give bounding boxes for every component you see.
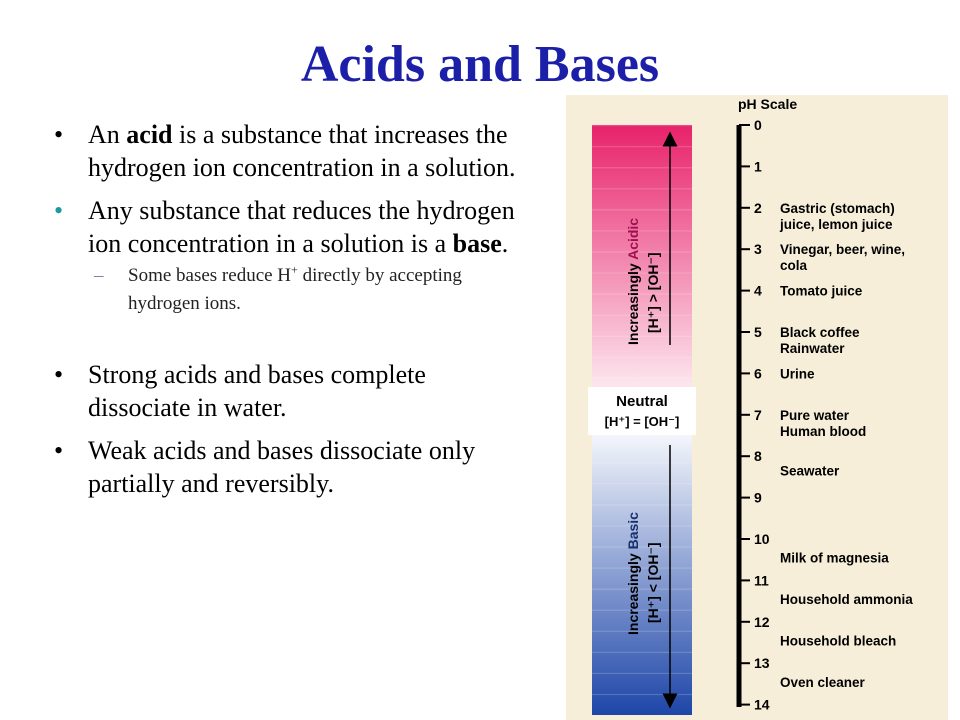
bullet-item <box>46 434 516 500</box>
bullet-text: Any substance that reduces the hydrogen ion concentration in a solution is a <box>88 196 515 258</box>
ph-scale-diagram <box>566 95 948 720</box>
bar-stripe <box>592 167 692 168</box>
basic-relation: [H⁺] < [OH⁻] <box>645 542 661 623</box>
bar-stripe <box>592 589 692 590</box>
ph-example-label: Tomato juice <box>780 283 863 299</box>
bar-stripe <box>592 251 692 252</box>
ph-example-label: Oven cleaner <box>780 674 865 690</box>
bullet-text: Strong acids and bases complete dissociate in water. <box>88 360 426 422</box>
ph-example-label: Milk of magnesia <box>780 550 889 566</box>
ph-tick-label: 4 <box>754 282 762 299</box>
ph-tick-label: 7 <box>754 406 762 423</box>
ph-tick-label: 1 <box>754 158 762 175</box>
bar-stripe <box>592 378 692 379</box>
bar-stripe <box>592 272 692 273</box>
bar-stripe <box>592 483 692 484</box>
basic-label: Increasingly Basic <box>625 512 641 635</box>
ph-example-label: Black coffee <box>780 325 860 340</box>
ph-tick-label: 10 <box>754 531 770 547</box>
bar-stripe <box>592 315 692 316</box>
bar-stripe <box>592 567 692 568</box>
ph-example-label: Urine <box>780 366 815 382</box>
ph-tick-label: 2 <box>754 199 762 216</box>
ph-tick-label: 0 <box>754 117 762 133</box>
ph-tick-label: 12 <box>754 613 770 630</box>
bullet-text: is a substance that increases the hydrogen ion concentration in a solution. <box>88 120 516 182</box>
ph-tick-label: 14 <box>754 696 770 713</box>
bar-stripe <box>592 209 692 210</box>
bar-stripe <box>592 146 692 147</box>
bullet-marker: • <box>54 436 64 465</box>
ph-tick-label: 6 <box>754 365 762 382</box>
bullet-text: An <box>88 120 127 149</box>
ph-tick-label: 5 <box>754 324 762 340</box>
slide-title: Acids and Bases <box>300 36 660 93</box>
neutral-label: Neutral <box>616 393 668 410</box>
bullet-marker: • <box>54 360 64 389</box>
bar-stripe <box>592 294 692 295</box>
ph-example-label: Pure water <box>780 407 850 423</box>
sub-bullet <box>46 262 516 318</box>
bar-stripe <box>592 188 692 189</box>
ph-tick-label: 8 <box>754 448 762 465</box>
bullet-text: . <box>501 229 509 258</box>
bullet-marker: • <box>54 196 64 225</box>
ph-example-label: Household ammonia <box>780 592 913 608</box>
bullet-text: acid <box>126 120 173 149</box>
ph-scale-figure <box>566 95 948 720</box>
bar-stripe <box>592 441 692 442</box>
bullet-text: directly by accepting hydrogen ions. <box>128 265 462 314</box>
bar-stripe <box>592 652 692 653</box>
bullet-text: base <box>452 229 502 258</box>
ph-example-label: juice, lemon juice <box>780 216 893 232</box>
bullet-text: Weak acids and bases dissociate only partially and reversibly. <box>88 436 476 498</box>
ph-tick-label: 3 <box>754 241 762 258</box>
bar-stripe <box>592 230 692 231</box>
bar-stripe <box>592 462 692 463</box>
bar-stripe <box>592 673 692 674</box>
ph-example-label: Vinegar, beer, wine, <box>780 242 906 258</box>
ph-example-label: Rainwater <box>780 341 845 356</box>
acidic-label: Increasingly Acidic <box>625 217 641 345</box>
bar-stripe <box>592 525 692 526</box>
ph-example-label: Gastric (stomach) <box>780 200 895 216</box>
ph-example-label: cola <box>780 258 808 274</box>
bullet-text: Some bases reduce H <box>128 265 292 286</box>
bar-stripe <box>592 631 692 632</box>
bullet-item <box>46 118 516 184</box>
ph-scale-heading: pH Scale <box>738 96 798 112</box>
ph-example-label: Seawater <box>780 463 840 479</box>
bar-stripe <box>592 694 692 695</box>
neutral-relation: [H⁺] = [OH⁻] <box>604 414 680 429</box>
bar-stripe <box>592 546 692 547</box>
bullet-marker: • <box>54 120 64 149</box>
ph-example-label: Household bleach <box>780 633 897 649</box>
bar-stripe <box>592 610 692 611</box>
bullet-list <box>46 118 516 500</box>
bullet-text: + <box>291 262 298 277</box>
bar-stripe <box>592 504 692 505</box>
bullet-item <box>46 194 516 260</box>
bar-stripe <box>592 336 692 337</box>
dash-marker: – <box>94 265 104 286</box>
ph-tick-label: 13 <box>754 655 770 672</box>
bullet-item <box>46 358 516 424</box>
bar-stripe <box>592 357 692 358</box>
ph-tick-label: 9 <box>754 489 762 506</box>
bar-stripe <box>592 125 692 126</box>
ph-example-label: Human blood <box>780 423 867 439</box>
acidic-relation: [H⁺] > [OH⁻] <box>645 252 661 333</box>
ph-tick-label: 11 <box>754 572 769 589</box>
